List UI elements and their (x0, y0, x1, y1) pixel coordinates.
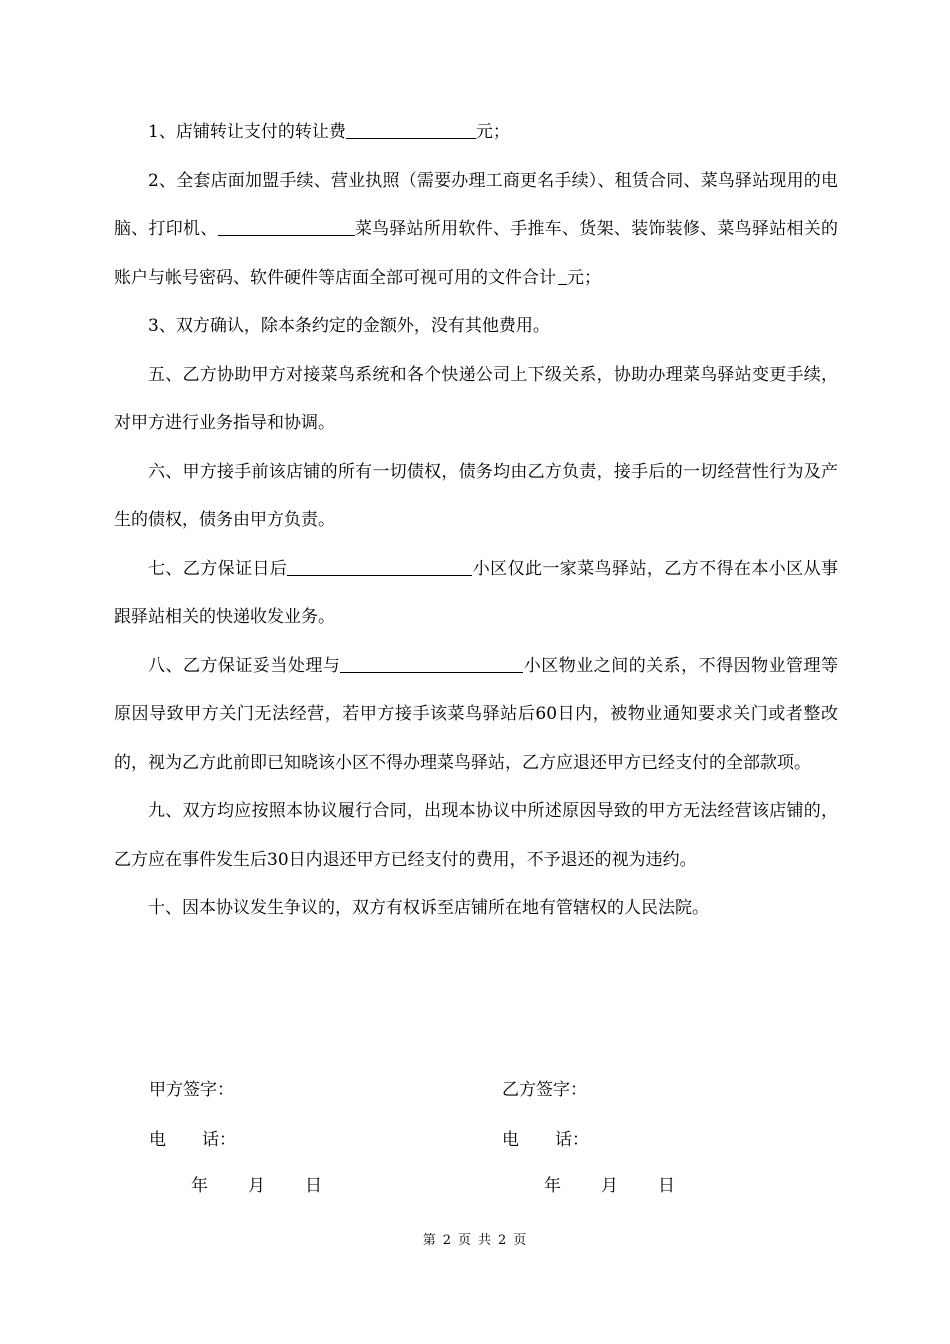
party-a-phone-label (149, 1128, 236, 1152)
fill-blank (340, 655, 523, 673)
clause-text: 元； (567, 267, 601, 288)
clause-six: 六、甲方接手前该店铺的所有一切债权，债务均由乙方负责，接手后的一切经营性行为及产生的债权，债务由甲方负责。 (114, 461, 838, 530)
fill-blank (558, 267, 567, 285)
clause-text: 菜鸟驿站所用软件、手推车、货架、装饰装修、菜鸟驿站相关的账户与帐号密码、软件硬件等店面全部可视可用的文件合计 (114, 219, 839, 288)
clause-included-items (114, 157, 838, 303)
clause-nine: 九、双方均应按照本协议履行合同，出现本协议中所述原因导致的甲方无法经营该店铺的，乙方应在事件发生后30日内退还甲方已经支付的费用，不予退还的视为违约。 (114, 801, 838, 870)
fill-blank (218, 218, 355, 236)
footer-text: 页 (457, 1233, 472, 1248)
party-b-sign-label: 乙方签字： (502, 1080, 587, 1100)
clause-transfer-fee (114, 108, 838, 157)
footer-suffix: 页 (513, 1233, 528, 1248)
phone-label-part: 电 (149, 1130, 166, 1150)
party-b-date (544, 1174, 675, 1198)
fill-blank (346, 121, 476, 139)
day-label: 日 (658, 1176, 675, 1196)
clause-seven (114, 545, 838, 642)
phone-label-part: 话： (555, 1130, 589, 1150)
clause-text: 2、全套店面加盟手续、营业执照（需要办理工商更名手续）、租赁合同、菜鸟驿站现用的电脑、打印机、 (114, 170, 838, 239)
clause-text: 小区仅此一家菜鸟驿站，乙方不得在本小区从事跟驿站相关的快递收发业务。 (114, 558, 839, 627)
party-b-phone-label (502, 1128, 589, 1152)
clause-ten: 十、因本协议发生争议的，双方有权诉至店铺所在地有管辖权的人民法院。 (148, 898, 709, 918)
year-label: 年 (544, 1176, 561, 1196)
phone-label-part: 电 (502, 1130, 519, 1150)
page-footer (0, 1232, 950, 1250)
clause-five: 五、乙方协助甲方对接菜鸟系统和各个快递公司上下级关系，协助办理菜鸟驿站变更手续，对甲方进行业务指导和协调。 (114, 364, 838, 433)
party-a-date (191, 1174, 322, 1198)
fill-blank (287, 558, 472, 576)
footer-prefix: 第 (422, 1233, 437, 1248)
month-label: 月 (601, 1176, 618, 1196)
day-label: 日 (305, 1176, 322, 1196)
clause-text: 小区物业之间的关系，不得因物业管理等原因导致甲方关门无法经营，若甲方接手该菜鸟驿站后60日内，被物业通知要求关门或者整改的，视为乙方此前即已知晓该小区不得办理菜鸟驿站，乙方应退还甲方已经支付的全部款项。 (114, 655, 839, 773)
year-label: 年 (191, 1176, 208, 1196)
footer-text: 共 (478, 1233, 493, 1248)
footer-total-pages: 2 (498, 1233, 508, 1248)
phone-label-part: 话： (202, 1130, 236, 1150)
agreement-body (114, 108, 838, 933)
clause-eight (114, 642, 838, 788)
party-a-sign-label: 甲方签字： (149, 1080, 234, 1100)
clause-no-other-fees: 3、双方确认，除本条约定的金额外，没有其他费用。 (148, 316, 550, 336)
clause-text: 1、店铺转让支付的转让费 (148, 122, 346, 142)
clause-text: 八、乙方保证妥当处理与 (148, 655, 341, 676)
clause-text: 元； (475, 122, 510, 142)
clause-text: 七、乙方保证日后 (148, 558, 288, 579)
footer-current-page: 2 (442, 1233, 452, 1248)
month-label: 月 (248, 1176, 265, 1196)
